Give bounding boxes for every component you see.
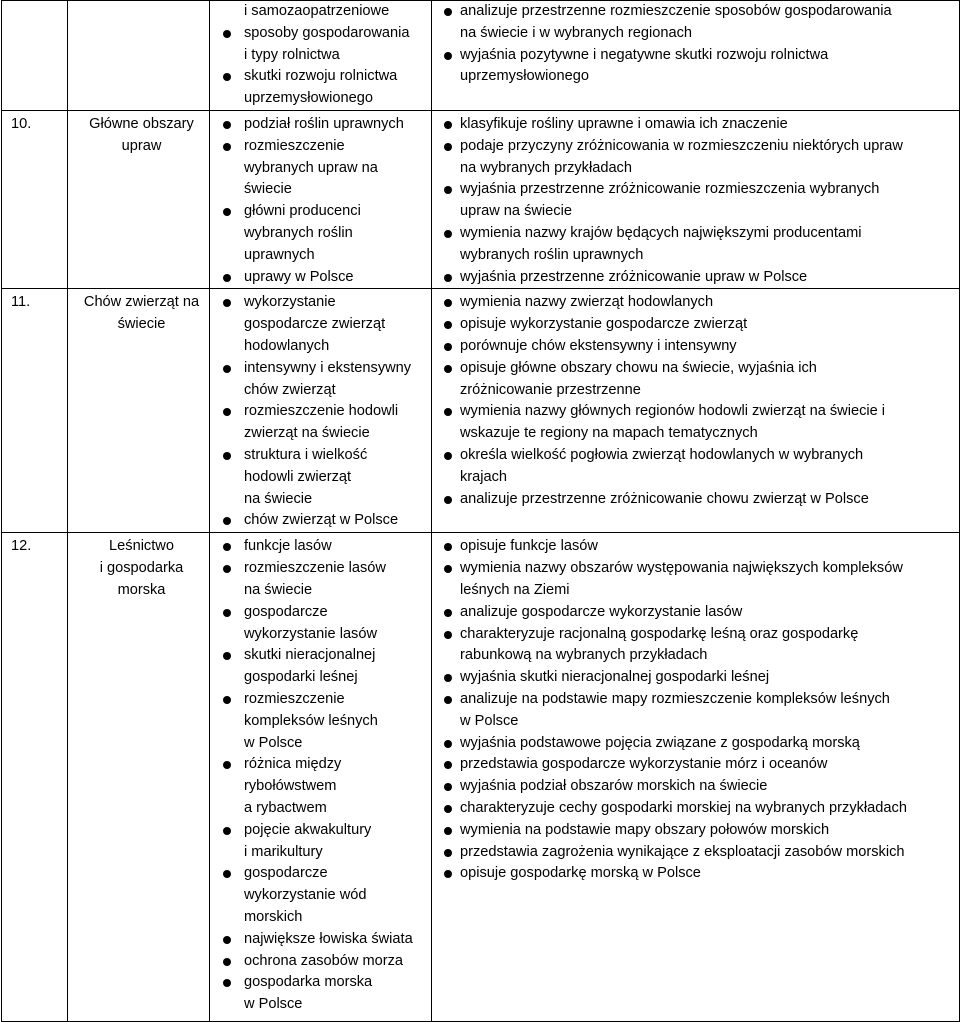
requirement-line: analizuje gospodarcze wykorzystanie lasów <box>460 603 743 620</box>
topics-list <box>210 114 431 288</box>
lesson-title <box>68 289 210 533</box>
topic-line: rozmieszczenie <box>244 137 345 154</box>
requirement-line: porównuje chów ekstensywny i intensywny <box>460 337 737 354</box>
lesson-number: 11. <box>2 289 68 533</box>
topic-line: rozmieszczenie lasów <box>244 560 386 577</box>
topic-line: różnica między <box>244 756 342 773</box>
topic-item <box>210 267 431 289</box>
topic-line: gospodarki leśnej <box>244 669 358 686</box>
topic-item <box>210 754 431 819</box>
topic-line: chów zwierząt <box>244 381 336 398</box>
requirement-line: opisuje gospodarkę morską w Polsce <box>460 865 701 882</box>
topic-item <box>210 558 431 602</box>
requirement-item <box>432 689 959 733</box>
requirement-line: wyjaśnia przestrzenne zróżnicowanie upraw w Polsce <box>460 268 808 285</box>
requirement-line: wymienia na podstawie mapy obszary połowów morskich <box>460 821 830 838</box>
lesson-title-line: Chów zwierząt na <box>83 294 200 311</box>
requirement-line: leśnych na Ziemi <box>460 581 570 598</box>
requirement-line: opisuje funkcje lasów <box>460 538 598 555</box>
topic-line: rozmieszczenie hodowli <box>244 403 399 420</box>
requirement-line: analizuje na podstawie mapy rozmieszczenie kompleksów leśnych <box>460 690 890 707</box>
topic-line: gospodarcze zwierząt <box>244 316 386 333</box>
topics-list <box>210 536 431 1016</box>
curriculum-table <box>1 0 960 1022</box>
requirement-item <box>432 114 959 136</box>
topic-line: główni producenci <box>244 203 361 220</box>
topics-list <box>210 1 431 110</box>
requirement-item <box>432 602 959 624</box>
curriculum-table-body <box>2 1 960 1022</box>
requirement-line: opisuje wykorzystanie gospodarcze zwierząt <box>460 316 748 333</box>
requirement-line: podaje przyczyny zróżnicowania w rozmieszczeniu niektórych upraw <box>460 137 903 154</box>
requirement-item <box>432 842 959 864</box>
topic-line: na świecie <box>244 490 313 507</box>
topic-line: na świecie <box>244 581 313 598</box>
topic-line: kompleksów leśnych <box>244 712 378 729</box>
topics-cell <box>210 533 432 1022</box>
topic-item <box>210 201 431 266</box>
lesson-title-line: Główne obszary <box>89 115 194 132</box>
topic-item <box>210 445 431 510</box>
topic-line: sposoby gospodarowania <box>244 24 410 41</box>
requirements-list <box>432 292 959 510</box>
requirements-list <box>432 1 959 88</box>
requirement-line: uprzemysłowionego <box>460 68 589 85</box>
requirements-list <box>432 114 959 288</box>
topic-line: i samozaopatrzeniowe <box>244 3 390 19</box>
topic-line: w Polsce <box>244 734 303 751</box>
table-row <box>2 110 960 288</box>
table-row <box>2 533 960 1022</box>
topic-line: wykorzystanie wód <box>244 887 367 904</box>
lesson-title <box>68 533 210 1022</box>
table-row <box>2 289 960 533</box>
topic-line: chów zwierząt w Polsce <box>244 512 399 529</box>
topic-line: wybranych upraw na <box>244 159 378 176</box>
topic-line: hodowli zwierząt <box>244 468 352 485</box>
requirements-cell <box>432 1 960 111</box>
requirement-line: wybranych roślin uprawnych <box>460 246 644 263</box>
requirement-line: wyjaśnia podział obszarów morskich na świecie <box>460 778 768 795</box>
topic-line: ochrona zasobów morza <box>244 952 403 969</box>
requirement-item <box>432 667 959 689</box>
requirement-item <box>432 223 959 267</box>
topics-cell <box>210 289 432 533</box>
requirement-line: przedstawia gospodarcze wykorzystanie mórz i oceanów <box>460 756 828 773</box>
requirement-item <box>432 45 959 89</box>
requirement-item <box>432 798 959 820</box>
topic-item <box>210 645 431 689</box>
topic-item <box>210 136 431 201</box>
requirements-cell <box>432 533 960 1022</box>
requirement-item <box>432 754 959 776</box>
requirement-item <box>432 558 959 602</box>
topic-line: wybranych roślin <box>244 224 353 241</box>
topic-line: gospodarcze <box>244 865 328 882</box>
requirement-item <box>432 489 959 511</box>
requirement-line: określa wielkość pogłowia zwierząt hodowlanych w wybranych <box>460 446 864 463</box>
requirement-item <box>432 624 959 668</box>
requirement-line: przedstawia zagrożenia wynikające z eksploatacji zasobów morskich <box>460 843 905 860</box>
requirement-item <box>432 136 959 180</box>
topic-item <box>210 292 431 357</box>
topic-line: wykorzystanie <box>244 294 336 311</box>
topic-line: największe łowiska świata <box>244 930 413 947</box>
requirement-line: klasyfikuje rośliny uprawne i omawia ich znaczenie <box>460 115 788 132</box>
topic-line: uprawnych <box>244 246 315 263</box>
topic-line: rozmieszczenie <box>244 690 345 707</box>
topic-line: w Polsce <box>244 996 303 1013</box>
lesson-number: 12. <box>2 533 68 1022</box>
requirement-item <box>432 445 959 489</box>
topic-item <box>210 689 431 754</box>
requirement-line: rabunkową na wybranych przykładach <box>460 647 708 664</box>
topic-item <box>210 972 431 1016</box>
topics-list <box>210 292 431 532</box>
requirement-line: wymienia nazwy zwierząt hodowlanych <box>460 294 714 311</box>
requirement-item <box>432 820 959 842</box>
topics-cell <box>210 1 432 111</box>
table-row <box>2 1 960 111</box>
topic-line: podział roślin uprawnych <box>244 115 404 132</box>
topic-line: funkcje lasów <box>244 538 332 555</box>
requirement-line: wyjaśnia podstawowe pojęcia związane z gospodarką morską <box>460 734 860 751</box>
requirement-item <box>432 536 959 558</box>
requirement-line: krajach <box>460 468 508 485</box>
requirements-list <box>432 536 959 885</box>
topic-item <box>210 863 431 928</box>
lesson-title-line: upraw <box>121 137 162 154</box>
topic-item <box>210 1 431 23</box>
topic-item <box>210 536 431 558</box>
requirements-cell <box>432 110 960 288</box>
lesson-title <box>68 1 210 111</box>
requirement-line: charakteryzuje racjonalną gospodarkę leśną oraz gospodarkę <box>460 625 859 642</box>
topic-line: hodowlanych <box>244 337 330 354</box>
lesson-number: 10. <box>2 110 68 288</box>
topic-line: skutki nieracjonalnej <box>244 647 376 664</box>
topic-line: gospodarka morska <box>244 974 373 991</box>
lesson-title-line: Leśnictwo <box>109 538 174 555</box>
requirement-line: wyjaśnia skutki nieracjonalnej gospodarki leśnej <box>460 669 770 686</box>
requirement-item <box>432 314 959 336</box>
topics-cell <box>210 110 432 288</box>
requirement-item <box>432 733 959 755</box>
topic-item <box>210 951 431 973</box>
lesson-title <box>68 110 210 288</box>
requirement-line: wymienia nazwy krajów będących największymi producentami <box>460 224 862 241</box>
requirement-line: wyjaśnia przestrzenne zróżnicowanie rozmieszczenia wybranych <box>460 181 880 198</box>
topic-line: morskich <box>244 908 303 925</box>
topic-item <box>210 510 431 532</box>
requirements-cell <box>432 289 960 533</box>
topic-line: uprawy w Polsce <box>244 268 354 285</box>
requirement-line: analizuje przestrzenne zróżnicowanie chowu zwierząt w Polsce <box>460 490 869 507</box>
requirement-line: opisuje główne obszary chowu na świecie, wyjaśnia ich <box>460 359 817 376</box>
topic-line: intensywny i ekstensywny <box>244 359 412 376</box>
topic-line: gospodarcze <box>244 603 328 620</box>
topic-item <box>210 929 431 951</box>
topic-line: pojęcie akwakultury <box>244 821 372 838</box>
requirement-item <box>432 863 959 885</box>
topic-item <box>210 358 431 402</box>
topic-item <box>210 114 431 136</box>
requirement-item <box>432 267 959 289</box>
requirement-line: charakteryzuje cechy gospodarki morskiej na wybranych przykładach <box>460 799 907 816</box>
topic-line: zwierząt na świecie <box>244 425 370 442</box>
requirement-item <box>432 292 959 314</box>
requirement-line: wymienia nazwy obszarów występowania największych kompleksów <box>460 560 903 577</box>
requirement-item <box>432 179 959 223</box>
requirement-item <box>432 401 959 445</box>
topic-item <box>210 602 431 646</box>
lesson-number <box>2 1 68 111</box>
lesson-title-line: morska <box>117 581 166 598</box>
requirement-line: na świecie i w wybranych regionach <box>460 24 692 41</box>
requirement-item <box>432 776 959 798</box>
lesson-title-line: i gospodarka <box>99 560 184 577</box>
requirement-line: wymienia nazwy głównych regionów hodowli zwierząt na świecie i <box>460 403 886 420</box>
topic-line: i typy rolnictwa <box>244 46 340 63</box>
requirement-line: w Polsce <box>460 712 519 729</box>
requirement-line: zróżnicowanie przestrzenne <box>460 381 641 398</box>
requirement-item <box>432 1 959 45</box>
requirement-item <box>432 336 959 358</box>
topic-line: wykorzystanie lasów <box>244 625 378 642</box>
topic-line: i marikultury <box>244 843 323 860</box>
requirement-line: analizuje przestrzenne rozmieszczenie sposobów gospodarowania <box>460 3 892 19</box>
requirement-line: wyjaśnia pozytywne i negatywne skutki rozwoju rolnictwa <box>460 46 829 63</box>
requirement-line: upraw na świecie <box>460 203 572 220</box>
lesson-title-line: świecie <box>117 316 166 333</box>
topic-line: świecie <box>244 181 292 198</box>
topic-item <box>210 23 431 67</box>
topic-item <box>210 66 431 110</box>
topic-line: skutki rozwoju rolnictwa <box>244 68 398 85</box>
topic-line: rybołówstwem <box>244 778 337 795</box>
topic-item <box>210 820 431 864</box>
requirement-line: na wybranych przykładach <box>460 159 632 176</box>
requirement-line: wskazuje te regiony na mapach tematycznych <box>460 425 758 442</box>
topic-line: uprzemysłowionego <box>244 90 373 107</box>
topic-item <box>210 401 431 445</box>
topic-line: a rybactwem <box>244 799 327 816</box>
topic-line: struktura i wielkość <box>244 446 368 463</box>
requirement-item <box>432 358 959 402</box>
